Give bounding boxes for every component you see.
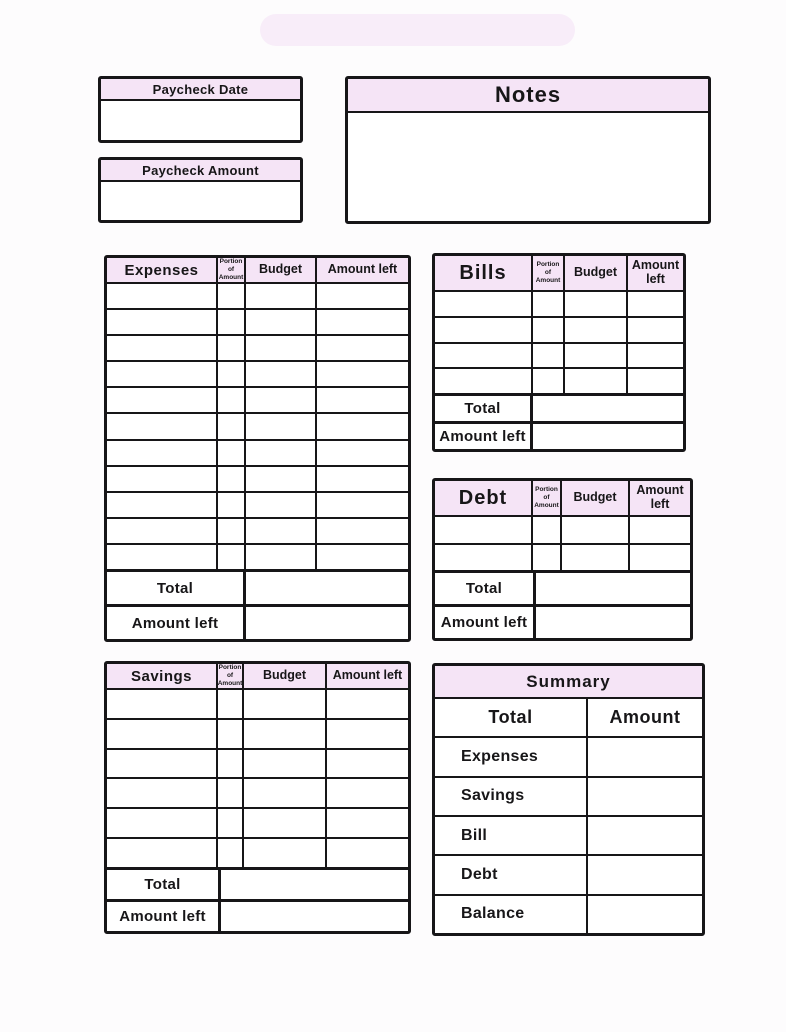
savings-title: Savings [107,664,218,688]
table-row [107,441,408,467]
budget-cell[interactable] [562,545,630,571]
amount-left-value-cell[interactable] [221,902,408,931]
summary-debt-value-cell[interactable] [588,856,702,893]
bills-table [432,253,686,452]
expense-name-cell[interactable] [107,519,218,543]
amount-left-cell[interactable] [628,292,683,316]
portion-cell[interactable] [533,545,562,571]
expense-name-cell[interactable] [107,284,218,308]
portion-of-amount-header: Portion of Amount [218,258,246,282]
notes-box [345,76,711,224]
expenses-rows [107,284,408,569]
summary-rows [435,699,702,933]
notes-header [348,79,708,113]
budget-cell[interactable] [244,690,327,718]
amount-left-cell[interactable] [630,517,690,543]
summary-table [432,663,705,936]
bills-header-row [435,256,683,292]
table-row [107,809,408,839]
saving-name-cell[interactable] [107,750,218,778]
summary-expenses-label: Expenses [461,747,539,765]
total-value-cell[interactable] [246,572,408,604]
bill-name-cell[interactable] [435,318,533,342]
portion-of-amount-header: Portion of Amount [217,664,243,687]
paycheck-date-box [98,76,303,143]
summary-title: Summary [526,671,611,691]
summary-header [435,666,702,699]
amount-left-cell[interactable] [327,779,408,807]
portion-cell[interactable] [218,690,244,718]
budget-cell[interactable] [565,369,628,393]
budget-cell[interactable] [562,517,630,543]
amount-left-header: Amount left [631,258,680,286]
savings-total-row [107,867,408,899]
budget-cell[interactable] [246,519,317,543]
summary-row-balance [435,896,702,933]
paycheck-date-header [101,79,300,101]
portion-cell[interactable] [218,441,246,465]
debt-title: Debt [435,481,533,515]
table-row [435,292,683,318]
expense-name-cell[interactable] [107,336,218,360]
amount-left-header: Amount left [327,262,398,277]
amount-left-cell[interactable] [317,493,408,517]
summary-bill-value-cell[interactable] [588,817,702,854]
portion-cell[interactable] [218,750,244,778]
portion-cell[interactable] [218,414,246,438]
summary-row-debt [435,856,702,895]
saving-name-cell[interactable] [107,779,218,807]
total-label: Total [435,573,536,604]
budget-cell[interactable] [565,318,628,342]
amount-left-cell[interactable] [317,545,408,569]
amount-left-cell[interactable] [327,750,408,778]
table-row [107,284,408,310]
expense-name-cell[interactable] [107,310,218,334]
budget-header: Budget [244,664,327,688]
expense-name-cell[interactable] [107,414,218,438]
table-row [107,310,408,336]
amount-left-label: Amount left [107,607,246,639]
summary-balance-label: Balance [461,905,525,923]
amount-left-cell[interactable] [327,720,408,748]
amount-left-cell[interactable] [317,310,408,334]
bill-name-cell[interactable] [435,292,533,316]
portion-of-amount-header: Portion of Amount [533,256,565,290]
savings-amount-left-row [107,899,408,931]
budget-cell[interactable] [246,441,317,465]
amount-left-cell[interactable] [317,284,408,308]
summary-expenses-value-cell[interactable] [588,738,702,775]
expense-name-cell[interactable] [107,493,218,517]
budget-cell[interactable] [244,779,327,807]
portion-cell[interactable] [218,809,244,837]
amount-left-cell[interactable] [317,362,408,386]
portion-cell[interactable] [218,720,244,748]
saving-name-cell[interactable] [107,720,218,748]
table-row [107,690,408,720]
summary-balance-value-cell[interactable] [588,896,702,933]
bill-name-cell[interactable] [435,369,533,393]
summary-savings-value-cell[interactable] [588,778,702,815]
amount-left-header: Amount left [332,668,403,683]
paycheck-amount-box [98,157,303,223]
notes-input[interactable] [348,113,708,221]
budget-cell[interactable] [246,284,317,308]
budget-header: Budget [562,481,630,515]
paycheck-date-title: Paycheck Date [152,81,249,97]
expense-name-cell[interactable] [107,441,218,465]
debt-table [432,478,693,641]
budget-cell[interactable] [246,362,317,386]
table-row [107,467,408,493]
total-label: Total [435,396,533,421]
amount-left-label: Amount left [107,902,221,931]
table-row [107,720,408,750]
bills-amount-left-row [435,421,683,449]
expenses-header-row [107,258,408,284]
summary-bill-label: Bill [461,826,488,844]
summary-row-expenses [435,738,702,777]
debt-header-row [435,481,690,517]
portion-cell[interactable] [218,779,244,807]
budget-cell[interactable] [244,720,327,748]
summary-row-savings [435,778,702,817]
debt-total-row [435,570,690,604]
budget-cell[interactable] [246,310,317,334]
amount-left-value-cell[interactable] [533,424,683,449]
portion-cell[interactable] [218,839,244,867]
bills-title: Bills [435,256,533,290]
table-row [107,362,408,388]
amount-left-cell[interactable] [327,690,408,718]
expenses-amount-left-row [107,604,408,639]
amount-left-cell[interactable] [327,839,408,867]
debt-amount-left-row [435,604,690,638]
summary-savings-label: Savings [461,787,525,805]
budget-cell[interactable] [244,839,327,867]
portion-cell[interactable] [218,310,246,334]
amount-left-cell[interactable] [630,545,690,571]
budget-cell[interactable] [246,414,317,438]
bills-total-row [435,393,683,421]
total-label: Total [107,870,221,899]
savings-table [104,661,411,934]
table-row [435,369,683,393]
saving-name-cell[interactable] [107,839,218,867]
portion-cell[interactable] [533,292,565,316]
amount-left-cell[interactable] [628,344,683,368]
amount-left-cell[interactable] [317,441,408,465]
portion-cell[interactable] [533,344,565,368]
expense-name-cell[interactable] [107,467,218,491]
amount-left-cell[interactable] [317,336,408,360]
portion-cell[interactable] [533,318,565,342]
saving-name-cell[interactable] [107,690,218,718]
table-row [107,839,408,867]
portion-cell[interactable] [218,467,246,491]
amount-left-cell[interactable] [628,318,683,342]
budget-cell[interactable] [246,467,317,491]
amount-left-cell[interactable] [327,809,408,837]
budget-cell[interactable] [565,344,628,368]
table-row [107,545,408,569]
expense-name-cell[interactable] [107,362,218,386]
total-value-cell[interactable] [221,870,408,899]
amount-left-cell[interactable] [317,467,408,491]
debt-rows [435,517,690,570]
summary-amount-column-header: Amount [609,707,681,728]
budget-cell[interactable] [246,336,317,360]
amount-left-label: Amount left [435,424,533,449]
table-row [107,750,408,780]
portion-cell[interactable] [218,284,246,308]
savings-header-row [107,664,408,690]
expenses-table [104,255,411,642]
expense-name-cell[interactable] [107,388,218,412]
budget-cell[interactable] [244,750,327,778]
budget-cell[interactable] [565,292,628,316]
amount-left-value-cell[interactable] [246,607,408,639]
table-row [107,493,408,519]
expenses-title: Expenses [107,258,218,282]
paycheck-amount-title: Paycheck Amount [142,162,259,178]
portion-cell[interactable] [533,517,562,543]
summary-columns-row [435,699,702,738]
summary-total-column-header: Total [435,699,588,736]
table-row [435,517,690,545]
bills-rows [435,292,683,393]
amount-left-header: Amount left [636,483,684,511]
paycheck-amount-header [101,160,300,182]
portion-cell[interactable] [218,336,246,360]
debt-name-cell[interactable] [435,517,533,543]
portion-of-amount-header: Portion of Amount [533,481,562,515]
notes-title: Notes [494,82,562,107]
paycheck-date-input[interactable] [101,101,300,140]
amount-left-cell[interactable] [317,388,408,412]
expenses-total-row [107,569,408,604]
title-banner [260,14,575,46]
total-value-cell[interactable] [533,396,683,421]
amount-left-label: Amount left [435,607,536,638]
bill-name-cell[interactable] [435,344,533,368]
total-value-cell[interactable] [536,573,690,604]
budget-cell[interactable] [246,388,317,412]
table-row [107,414,408,440]
portion-cell[interactable] [533,369,565,393]
savings-rows [107,690,408,867]
table-row [435,318,683,344]
budget-header: Budget [565,256,628,290]
amount-left-cell[interactable] [317,519,408,543]
budget-header: Budget [246,258,317,282]
saving-name-cell[interactable] [107,809,218,837]
table-row [107,519,408,545]
portion-cell[interactable] [218,362,246,386]
total-label: Total [107,572,246,604]
debt-name-cell[interactable] [435,545,533,571]
table-row [107,388,408,414]
amount-left-value-cell[interactable] [536,607,690,638]
portion-cell[interactable] [218,493,246,517]
budget-cell[interactable] [246,545,317,569]
portion-cell[interactable] [218,519,246,543]
table-row [435,344,683,370]
table-row [107,779,408,809]
table-row [107,336,408,362]
table-row [435,545,690,571]
budget-cell[interactable] [244,809,327,837]
budget-cell[interactable] [246,493,317,517]
expense-name-cell[interactable] [107,545,218,569]
amount-left-cell[interactable] [317,414,408,438]
portion-cell[interactable] [218,545,246,569]
summary-row-bill [435,817,702,856]
amount-left-cell[interactable] [628,369,683,393]
portion-cell[interactable] [218,388,246,412]
paycheck-amount-input[interactable] [101,182,300,220]
summary-debt-label: Debt [461,865,498,883]
